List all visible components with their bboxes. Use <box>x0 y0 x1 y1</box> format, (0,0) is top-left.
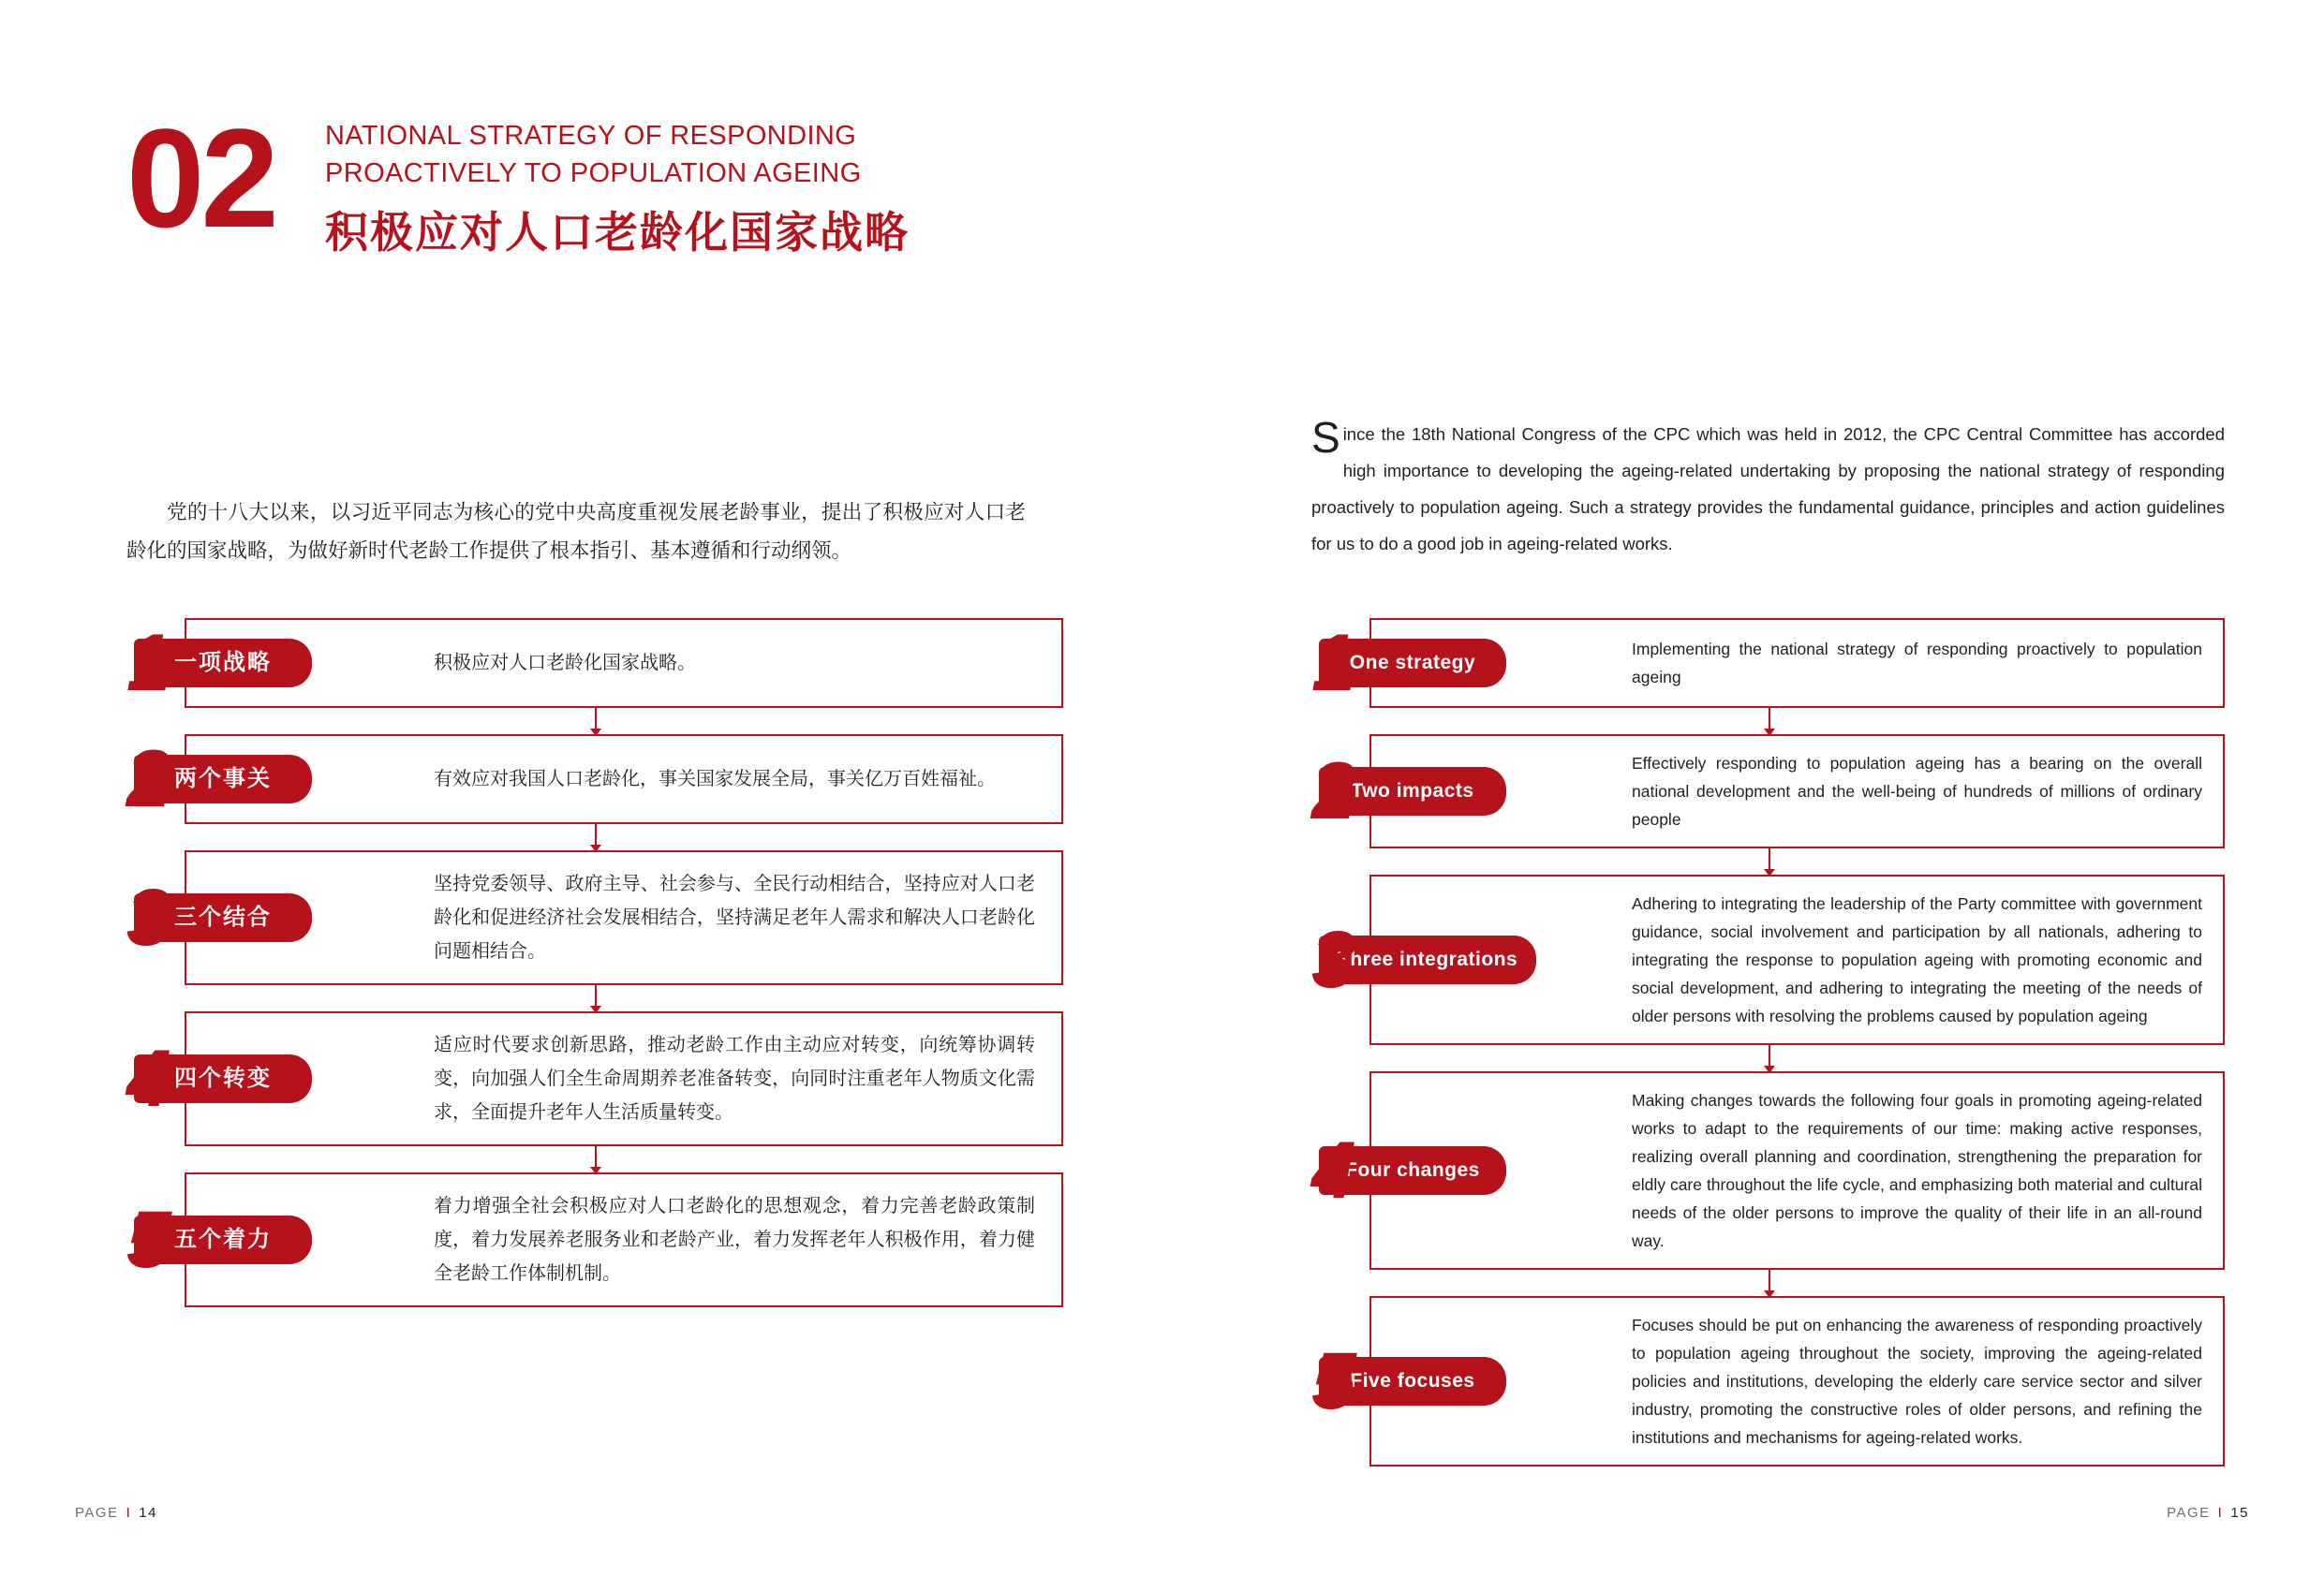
flow-item-numeral: 1 <box>1311 618 1356 708</box>
flow-item-numeral: 4 <box>1311 1126 1356 1216</box>
flow-item-label: 五个着力 <box>134 1216 312 1264</box>
flow-item <box>126 734 1063 824</box>
footer-left-separator: I <box>126 1505 132 1521</box>
flow-item-numeral: 3 <box>126 873 171 963</box>
flow-item-numeral: 3 <box>1311 915 1356 1005</box>
footer-right-label: PAGE <box>2167 1505 2211 1521</box>
flow-item <box>1311 1296 2225 1466</box>
flow-item-label: 一项战略 <box>134 639 312 687</box>
footer-right <box>2167 1505 2249 1521</box>
flow-connector-arrow-icon <box>1769 848 1770 877</box>
flow-item <box>126 1172 1063 1307</box>
chapter-header <box>126 99 1251 290</box>
flow-item-numeral: 5 <box>1311 1336 1356 1426</box>
flow-item <box>126 618 1063 708</box>
flow-item-label: 四个转变 <box>134 1054 312 1103</box>
flow-item-box <box>185 850 1063 985</box>
flow-item-description: Implementing the national strategy of responding proactively to population ageing <box>1632 640 2202 686</box>
flow-item-numeral: 2 <box>1311 746 1356 836</box>
flow-item-label: Four changes <box>1319 1146 1506 1195</box>
intro-paragraph-cn: 党的十八大以来，以习近平同志为核心的党中央高度重视发展老龄事业，提出了积极应对人口老龄化的国家战略，为做好新时代老龄工作提供了根本指引、基本遵循和行动纲领。 <box>126 500 1026 562</box>
flow-item-box <box>185 1172 1063 1307</box>
flow-connector-arrow-icon <box>595 708 597 736</box>
flow-item-description: Effectively responding to population ageing has a bearing on the overall national development and the well-being of hundreds of millions of ordinary people <box>1632 754 2202 829</box>
flow-item <box>126 850 1063 985</box>
flow-item <box>1311 875 2225 1045</box>
flow-connector-arrow-icon <box>595 824 597 852</box>
flow-list-en <box>1311 618 2225 1466</box>
flow-item-numeral: 2 <box>126 734 171 824</box>
flow-item-box <box>185 734 1063 824</box>
flow-item <box>1311 618 2225 708</box>
flow-item-description: 适应时代要求创新思路，推动老龄工作由主动应对转变，向统筹协调转变，向加强人们全生命周期养老准备转变，向同时注重老年人物质文化需求，全面提升老年人生活质量转变。 <box>434 1035 1035 1123</box>
chapter-title-en-line2: PROACTIVELY TO POPULATION AGEING <box>325 158 862 188</box>
flow-connector-arrow-icon <box>1769 1270 1770 1298</box>
flow-item-numeral: 5 <box>126 1195 171 1285</box>
flow-item-description: Focuses should be put on enhancing the awareness of responding proactively to population ageing throughout the society, improving the ageing-related policies and institutions, developing the elderly care service sector and silver industry, promoting the constructive roles of older persons, and refining the institutions and mechanisms for ageing-related works. <box>1632 1316 2202 1447</box>
footer-right-page-number: 15 <box>2230 1505 2249 1521</box>
flow-list-cn <box>126 618 1063 1307</box>
flow-item-label: Two impacts <box>1319 767 1506 816</box>
flow-connector-arrow-icon <box>1769 1045 1770 1073</box>
flow-connector-arrow-icon <box>595 985 597 1013</box>
flow-connector-arrow-icon <box>595 1146 597 1174</box>
footer-left-page-number: 14 <box>139 1505 157 1521</box>
flow-item-numeral: 1 <box>126 618 171 708</box>
chapter-number: 02 <box>126 99 275 257</box>
footer-left <box>75 1505 157 1521</box>
flow-item <box>1311 1071 2225 1270</box>
chapter-title-en <box>325 117 1243 192</box>
flow-item-numeral: 4 <box>126 1034 171 1124</box>
flow-item-label: One strategy <box>1319 639 1506 687</box>
flow-item-description: 有效应对我国人口老龄化，事关国家发展全局，事关亿万百姓福祉。 <box>434 769 996 789</box>
flow-item-description: Adhering to integrating the leadership of the Party committee with government guidance, social involvement and participation by all nationals, adhering to integrating the response to population ageing with promoting economic and social development, and adhering to integrating the meeting of the needs of older persons with resolving the problems caused by population ageing <box>1632 894 2202 1025</box>
intro-paragraph-en <box>1311 412 2225 562</box>
flow-item-description: 着力增强全社会积极应对人口老龄化的思想观念，着力完善老龄政策制度，着力发展养老服务业和老龄产业，着力发挥老年人积极作用，着力健全老龄工作体制机制。 <box>434 1196 1035 1284</box>
flow-item-box <box>185 1011 1063 1146</box>
flow-item-label: 三个结合 <box>134 893 312 942</box>
flow-item-description: 坚持党委领导、政府主导、社会参与、全民行动相结合，坚持应对人口老龄化和促进经济社会发展相结合，坚持满足老年人需求和解决人口老龄化问题相结合。 <box>434 874 1035 962</box>
flow-item <box>126 1011 1063 1146</box>
flow-item-description: Making changes towards the following four goals in promoting ageing-related works to adapt to the requirements of our time: making active responses, realizing overall planning and coordination, strengthening the preparation for eldly care throughout the life cycle, and emphasizing both material and cultural needs of the older persons to improve the quality of their life in an all-round way. <box>1632 1091 2202 1250</box>
intro-paragraph-en-text: ince the 18th National Congress of the CPC which was held in 2012, the CPC Central Committee has accorded high importance to developing the ageing-related undertaking by proposing the national strategy of responding proactively to population ageing. Such a strategy provides the fundamental guidance, principles and action guidelines for us to do a good job in ageing-related works. <box>1311 423 2225 553</box>
chapter-title-en-line1: NATIONAL STRATEGY OF RESPONDING <box>325 121 857 151</box>
footer-left-label: PAGE <box>75 1505 119 1521</box>
flow-item-label: Five focuses <box>1319 1357 1506 1406</box>
flow-item-box <box>185 618 1063 708</box>
flow-connector-arrow-icon <box>1769 708 1770 736</box>
footer-right-separator: I <box>2217 1505 2224 1521</box>
flow-item-description: 积极应对人口老龄化国家战略。 <box>434 653 696 673</box>
flow-item-label: 两个事关 <box>134 755 312 803</box>
chapter-title-block <box>325 117 1243 258</box>
flow-item <box>1311 734 2225 848</box>
chapter-title-cn: 积极应对人口老龄化国家战略 <box>325 208 910 257</box>
drop-cap: S <box>1311 412 1340 462</box>
flow-item-label: Three integrations <box>1319 936 1536 984</box>
